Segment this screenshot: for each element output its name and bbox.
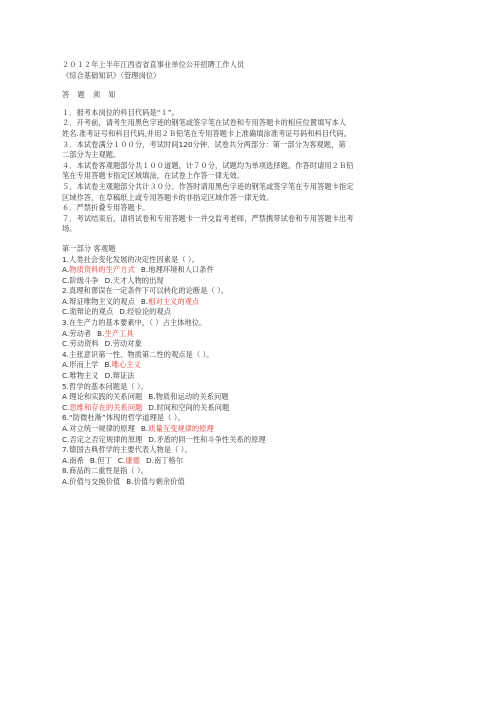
option-label: C. — [62, 434, 70, 444]
answer-option — [90, 456, 112, 465]
notice-line: 区域作答，在草稿纸上或专用答题卡的非指定区域作答一律无效。 — [62, 192, 274, 202]
option-label: D. — [104, 371, 113, 381]
question-stem: 8.商品的二重性是指（ ）。 — [62, 466, 149, 476]
option-row — [62, 456, 440, 467]
notice-line: １．报考本岗位的科目代码是“１”。 — [62, 107, 179, 117]
option-text-highlighted: 康德 — [125, 455, 140, 465]
option-row — [62, 477, 440, 488]
option-label: D. — [148, 434, 157, 444]
option-label: D. — [104, 339, 113, 349]
answer-option — [104, 360, 141, 369]
notice-list — [62, 108, 440, 235]
option-label: D. — [145, 455, 154, 465]
notice-line: 二部分为主观题。 — [62, 150, 121, 160]
question-stem: 3.在生产力的基本要素中，（ ）占主体地位。 — [62, 318, 207, 328]
option-label: A. — [62, 424, 70, 433]
option-row — [62, 424, 440, 435]
answer-option — [62, 307, 113, 316]
option-row — [62, 339, 440, 350]
option-text: 价值与交换价值 — [69, 476, 121, 486]
exam-subtitle: 《综合基础知识》（管理岗位） — [62, 70, 161, 80]
answer-option — [62, 435, 142, 444]
option-text: 对立统一规律的原理 — [69, 424, 135, 433]
option-label: A. — [62, 296, 70, 306]
notice-line: 姓名.准考证号和科目代码,并用２Ｂ铅笔在专用答题卡上准确填涂准考证号码和科目代码。 — [62, 128, 351, 138]
answer-option — [148, 403, 229, 412]
notice-line: ７．考试结束后，请将试卷和专用答题卡一并交监考老师，严禁携带试卷和专用答题卡出考 — [62, 213, 354, 223]
option-row — [62, 265, 440, 276]
option-text: 辩证唯物主义的观点 — [69, 296, 135, 306]
answer-option — [126, 477, 184, 486]
option-text: 价值与剩余价值 — [133, 476, 185, 486]
option-text: 但丁 — [97, 455, 112, 465]
option-label: C. — [62, 307, 70, 317]
option-label: B. — [148, 392, 156, 402]
option-label: A. — [62, 455, 70, 465]
option-row — [62, 392, 440, 403]
answer-option — [105, 371, 135, 380]
part1-heading: 第一部分 客观题 — [62, 243, 116, 253]
answer-option — [62, 360, 98, 369]
notice-line: ２．开考前，请考生用黑色字迹的钢笔或签字笔在试卷和专用答题卡的相应位置填写本人 — [62, 118, 347, 128]
option-text-highlighted: 物质资料的生产方式 — [69, 265, 135, 275]
notice-heading: 答 题 须 知 — [62, 90, 119, 100]
option-text-highlighted: 生产工具 — [104, 328, 134, 338]
option-text: 南希 — [69, 455, 84, 465]
question-stem: 6.“防微杜渐”体现的哲学道理是（ ）。 — [62, 413, 185, 423]
answer-option — [105, 276, 164, 285]
option-label: A. — [62, 265, 70, 275]
option-label: C. — [62, 275, 70, 285]
notice-line: ３．本试卷满分１００分，考试时间120分钟．试卷共分两部分：第一部分为客观题，第 — [62, 139, 346, 149]
answer-option — [62, 329, 91, 338]
option-label: D. — [104, 275, 113, 285]
option-text-highlighted: 相对主义的观点 — [148, 296, 200, 306]
option-label: C. — [62, 339, 70, 349]
option-text: 否定之否定规律的原理 — [69, 434, 143, 444]
answer-option — [119, 307, 171, 316]
answer-option — [62, 456, 84, 465]
option-label: A. — [62, 328, 70, 338]
option-text: 劳动者 — [69, 328, 92, 338]
notice-line: ６．严禁折叠专用答题卡。 — [62, 203, 150, 213]
option-text: 南丁格尔 — [153, 455, 184, 465]
option-label: C. — [62, 371, 70, 381]
notice-line: ４．本试卷客观题部分共１００道题，计７０分，试题均为单项选择题。作答时请用２Ｂ铅 — [62, 160, 354, 170]
option-label: B. — [140, 265, 149, 275]
option-row — [62, 329, 440, 340]
answer-option — [141, 297, 199, 306]
option-label: B. — [97, 328, 105, 338]
answer-option — [97, 329, 134, 338]
answer-option — [141, 265, 214, 274]
answer-option — [105, 339, 142, 348]
answer-option — [62, 276, 99, 285]
notice-line: 笔在专用答题卡指定区域填涂，在试卷上作答一律无效。 — [62, 171, 245, 181]
exam-title: ２０１２年上半年江西省省直事业单位公开招聘工作人员 — [62, 60, 245, 69]
option-text: 矛盾的同一性和斗争性关系的原理 — [156, 434, 266, 444]
option-label: A. — [62, 360, 70, 370]
answer-option — [62, 403, 142, 412]
option-text: 经验论的观点 — [127, 307, 172, 317]
question-stem: 4.主张意识第一性、物质第二性的观点是（ ）。 — [62, 349, 214, 359]
question-stem: 5.哲学的基本问题是（ ）。 — [62, 381, 149, 391]
option-text: 地理环境和人口条件 — [148, 265, 214, 275]
option-label: D. — [148, 402, 157, 412]
option-row — [62, 360, 440, 371]
option-row — [62, 276, 440, 287]
option-text: 阶级斗争 — [69, 275, 99, 285]
answer-option — [148, 435, 265, 444]
question-list — [62, 255, 440, 488]
question-stem: 1.人类社会变化发展的决定性因素是（ ）。 — [62, 254, 200, 264]
answer-option — [62, 297, 135, 306]
option-text-highlighted: 思维和存在的关系问题 — [69, 402, 143, 412]
answer-option — [62, 265, 135, 274]
answer-option — [62, 392, 142, 401]
option-text: 形而上学 — [69, 360, 99, 370]
option-row — [62, 403, 440, 414]
notice-line: 场。 — [62, 224, 77, 234]
option-text: 理论和实践的关系问题 — [69, 392, 143, 402]
option-label: C. — [62, 402, 70, 412]
answer-option — [141, 424, 214, 433]
option-text: 劳动对象 — [112, 339, 142, 349]
document-page — [62, 60, 440, 488]
answer-option — [62, 371, 99, 380]
option-text: 辩证法 — [112, 371, 135, 381]
option-label: D. — [119, 307, 128, 317]
option-row — [62, 297, 440, 308]
option-label: B. — [104, 360, 112, 370]
option-text: 劳动资料 — [69, 339, 99, 349]
option-text: 天才人物的出现 — [112, 275, 164, 285]
option-label: B. — [140, 296, 149, 306]
answer-option — [148, 392, 228, 401]
answer-option — [146, 456, 183, 465]
option-text-highlighted: 质量互变规律的原理 — [148, 424, 214, 433]
option-label: B. — [140, 424, 149, 433]
option-row — [62, 307, 440, 318]
option-text: 时间和空间的关系问题 — [156, 402, 230, 412]
answer-option — [62, 477, 120, 486]
question-stem: 2.真理和谬误在一定条件下可以转化的论断是（ ）。 — [62, 286, 229, 296]
option-row — [62, 435, 440, 446]
question-stem: 7.德国古典哲学的主要代表人物是（ ）。 — [62, 445, 192, 455]
option-label: A. — [62, 476, 70, 486]
option-text: 诡辩论的观点 — [69, 307, 114, 317]
answer-option — [62, 339, 99, 348]
option-text: 物质和运动的关系问题 — [155, 392, 229, 402]
option-label: A — [62, 392, 70, 402]
option-row — [62, 371, 440, 382]
option-label: B. — [89, 455, 98, 465]
notice-line: ５．本试卷主观题部分共计３０分。作答时请用黑色字迹的钢笔或签字笔在专用答题卡指定 — [62, 181, 354, 191]
option-text: 唯物主义 — [69, 371, 99, 381]
option-text-highlighted: 唯心主义 — [111, 360, 142, 370]
answer-option — [118, 456, 140, 465]
option-label: B. — [126, 476, 134, 486]
option-label: C. — [117, 455, 126, 465]
answer-option — [62, 424, 135, 433]
